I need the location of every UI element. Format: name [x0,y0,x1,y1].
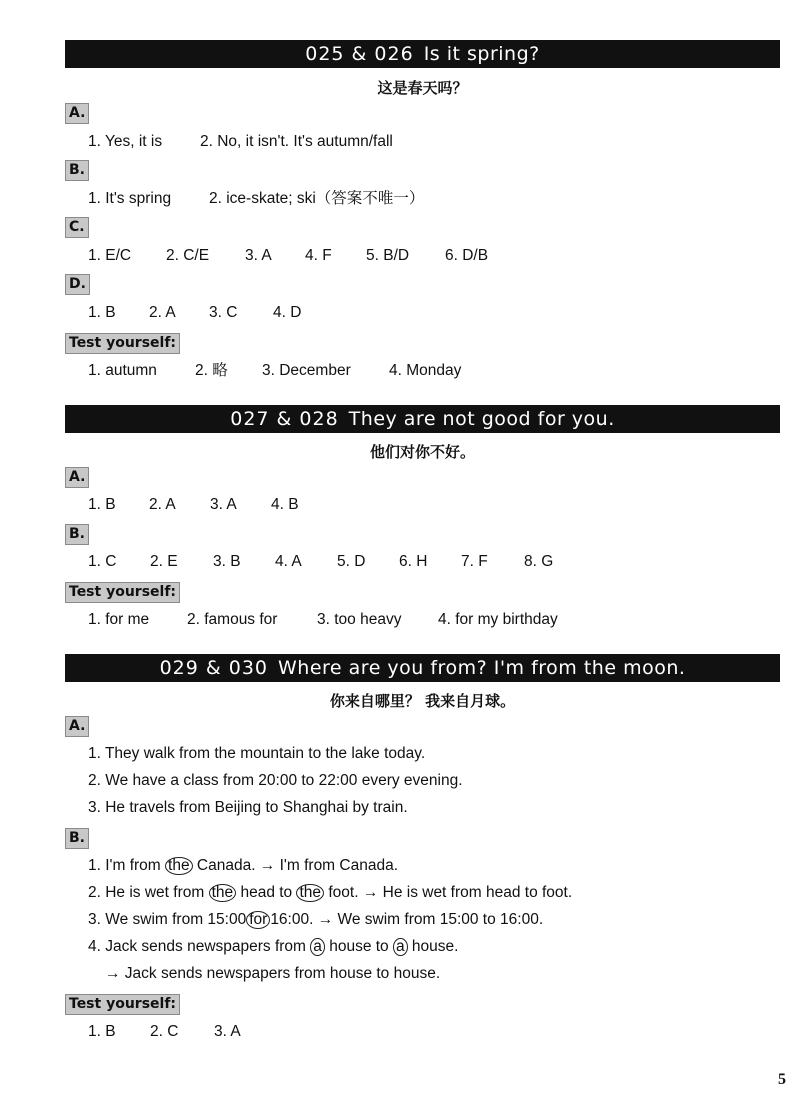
circled-word: the [296,884,324,902]
answer-item: 1. E/C [88,247,132,264]
answer-item: 3. C [209,304,238,321]
answer-item: 5. D [337,553,366,570]
section-3-title: Where are you from? I'm from the moon. [278,657,686,679]
answer-text: 4. Jack sends newspapers from [88,938,311,955]
answer-item: 1. B [88,304,116,321]
section-2-label-b: B. [65,524,89,545]
answer-text: Canada. → I'm from Canada. [192,857,399,874]
answer-item: 3. A [245,247,272,264]
section-2-answers-test [88,609,558,631]
answer-item: 2. C/E [166,247,210,264]
answer-item: 1. B [88,496,116,513]
answer-item: 2. famous for [187,611,278,628]
answer-item: 1. for me [88,611,150,628]
answer-item: 2. ice-skate; ski（答案不唯一） [209,190,425,207]
answer-item: 4. B [271,496,299,513]
section-3-answer-b3 [88,909,543,931]
section-3-number: 029 & 030 [159,657,269,679]
section-3-answer-b4 [88,936,458,958]
section-3-label-test: Test yourself: [65,994,180,1015]
section-1-label-c: C. [65,217,89,238]
section-1-header [65,40,780,68]
section-1-answers-a [88,131,393,153]
answer-item: 3. A [210,496,237,513]
section-3-label-a: A. [65,716,89,737]
section-2-answers-a [88,494,299,516]
answer-item: 2. C [150,1023,179,1040]
answer-text: 2. He is wet from [88,884,209,901]
section-1-label-a: A. [65,103,89,124]
circled-word: a [310,938,325,956]
section-2-answers-b [88,551,553,573]
answer-item: 3. B [213,553,241,570]
section-3-header [65,654,780,682]
section-2-header [65,405,780,433]
answer-item: 8. G [524,553,554,570]
answer-item: 4. for my birthday [438,611,558,628]
answer-text: foot. → He is wet from head to foot. [324,884,573,901]
section-1-label-d: D. [65,274,90,295]
section-3-answer-a3: 3. He travels from Beijing to Shanghai by train. [88,799,408,816]
section-1-label-b: B. [65,160,89,181]
section-1-answers-b [88,188,424,210]
section-3-answer-b4-result: → Jack sends newspapers from house to house. [105,965,441,982]
answer-item: 1. B [88,1023,116,1040]
answer-item: 1. It's spring [88,190,172,207]
answer-item: 4. D [273,304,302,321]
section-3-subtitle: 你来自哪里？ 我来自月球。 [329,692,516,710]
circled-word: the [165,857,193,875]
answer-item: 2. 略 [195,362,228,379]
circled-word: for [246,911,270,929]
answer-text: 1. I'm from [88,857,166,874]
answer-text: house to [324,938,393,955]
section-1-subtitle: 这是春天吗？ [377,79,468,97]
answer-item: 4. Monday [389,362,462,379]
answer-item: 2. A [149,496,176,513]
section-1-label-test: Test yourself: [65,333,180,354]
answer-item: 2. A [149,304,176,321]
section-3-answers-test [88,1021,241,1043]
answer-text: 3. We swim from 15:00 [88,911,247,928]
section-2-label-a: A. [65,467,89,488]
section-1-number: 025 & 026 [305,43,414,65]
section-3-answer-b2 [88,882,572,904]
section-3-answer-b1 [88,855,398,877]
answer-item: 7. F [461,553,488,570]
section-2-title: They are not good for you. [348,408,615,430]
section-3-label-b: B. [65,828,89,849]
answer-item: 3. too heavy [317,611,402,628]
section-3-answer-a2: 2. We have a class from 20:00 to 22:00 every evening. [88,772,463,789]
answer-text: house. [407,938,459,955]
answer-item: 6. D/B [445,247,489,264]
answer-item: 6. H [399,553,428,570]
answer-item: 2. E [150,553,178,570]
section-2-number: 027 & 028 [230,408,339,430]
section-1-answers-d [88,302,301,324]
answer-item: 1. Yes, it is [88,133,163,150]
section-2-label-test: Test yourself: [65,582,180,603]
answer-item: 2. No, it isn't. It's autumn/fall [200,133,393,150]
circled-word: the [209,884,237,902]
answer-item: 1. C [88,553,117,570]
answer-item: 4. F [305,247,332,264]
circled-word: a [393,938,408,956]
section-1-answers-test [88,360,461,382]
answer-text: 16:00. → We swim from 15:00 to 16:00. [270,911,544,928]
section-2-subtitle: 他们对你不好。 [369,443,475,461]
section-1-answers-c [88,245,488,267]
answer-text: head to [236,884,297,901]
section-1-title: Is it spring? [423,43,540,65]
answer-item: 4. A [275,553,302,570]
answer-item: 3. A [214,1023,241,1040]
section-3-answer-a1: 1. They walk from the mountain to the lake today. [88,745,426,762]
page-number: 5 [778,1071,786,1088]
answer-item: 1. autumn [88,362,157,379]
answer-item: 5. B/D [366,247,410,264]
answer-item: 3. December [262,362,351,379]
